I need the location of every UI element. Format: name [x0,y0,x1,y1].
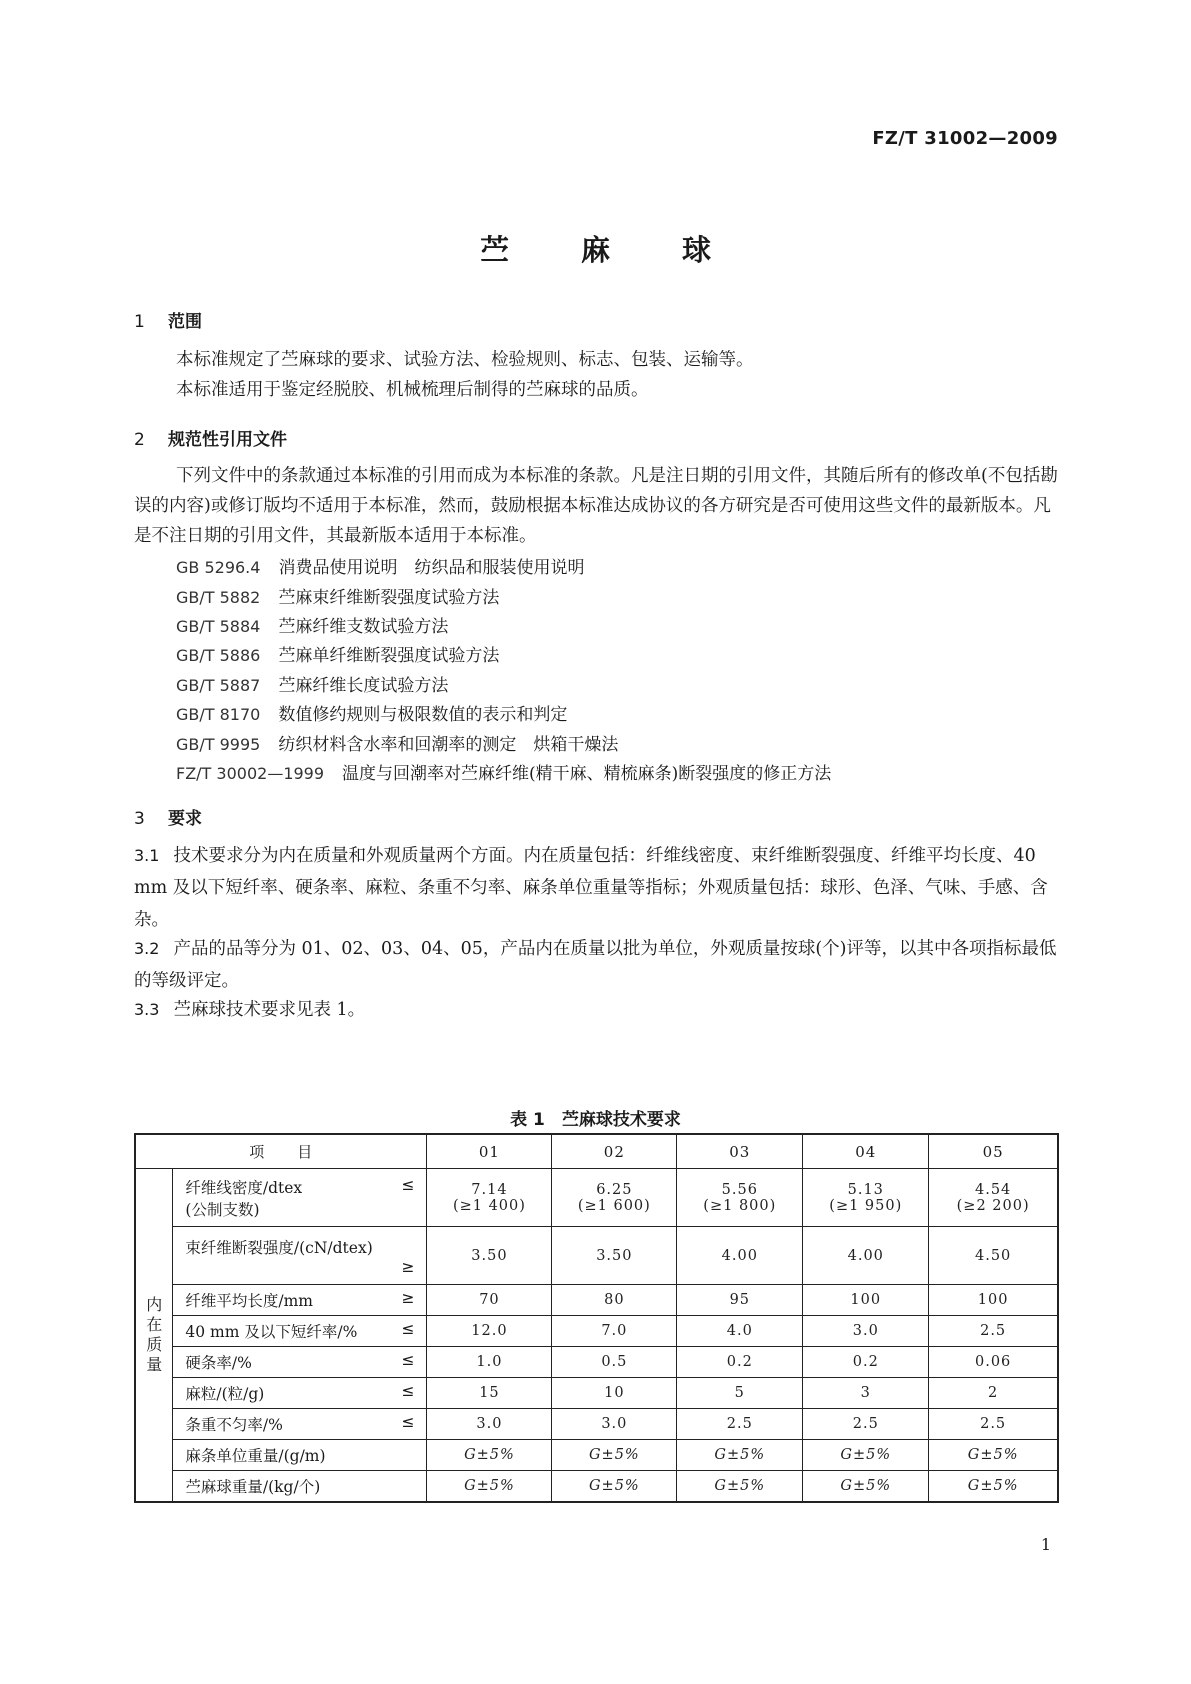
ref-item [176,759,831,784]
cell [803,1471,929,1502]
cell: 3.0 [427,1409,552,1440]
table-header-row [135,1134,1058,1169]
section-number: 3 [134,809,145,829]
cell: 2.5 [677,1409,803,1440]
cell: 10 [552,1378,677,1409]
row-label-text: 纤维线密度/dtex [185,1178,303,1197]
section-heading-scope [134,307,202,332]
section-heading-norm-refs [134,425,287,450]
table-row [135,1471,1058,1502]
op-symbol: ≤ [401,1320,415,1338]
cell: 95 [677,1285,803,1316]
row-label [173,1285,427,1316]
cell: 2.5 [929,1409,1058,1440]
cell-value: 5.13 [847,1181,884,1198]
table-row [135,1285,1058,1316]
cell: 0.2 [803,1347,929,1378]
ref-title: 苎麻纤维长度试验方法 [278,676,449,696]
scope-line-1: 本标准规定了苎麻球的要求、试验方法、检验规则、标志、包装、运输等。 [176,350,754,370]
section-number: 2 [134,430,145,450]
cell [552,1440,677,1471]
op-symbol: ≥ [401,1289,415,1307]
cell: 7.0 [552,1316,677,1347]
ref-code: GB/T 9995 [176,735,261,754]
cell: 3.50 [427,1227,552,1285]
scope-line-2: 本标准适用于鉴定经脱胶、机械梳理后制得的苎麻球的品质。 [176,380,649,400]
cell: 1.0 [427,1347,552,1378]
title-char: 苎 [479,233,509,267]
table-row [135,1169,1058,1227]
ref-title: 数值修约规则与极限数值的表示和判定 [278,705,568,725]
table-row [135,1316,1058,1347]
section-title: 要求 [168,809,202,829]
cell: 3.0 [552,1409,677,1440]
row-label [173,1316,427,1347]
section-number: 1 [134,312,145,332]
cell-value: 4.54 [974,1181,1012,1198]
cell-value: G±5% [967,1477,1019,1494]
cell [427,1440,552,1471]
cell: 0.2 [677,1347,803,1378]
op-symbol: ≤ [401,1351,415,1369]
title-char: 麻 [580,233,610,267]
cell-value: G±5% [588,1447,640,1463]
ref-title: 纺织材料含水率和回潮率的测定 烘箱干燥法 [278,735,619,755]
row-label-text: 40 mm 及以下短纤率/% [185,1323,358,1341]
cell: 3.0 [803,1316,929,1347]
table-row [135,1227,1058,1285]
cell: 4.00 [677,1227,803,1285]
ref-item [176,671,448,696]
cell-value: 6.25 [596,1181,633,1198]
ref-title: 苎麻纤维支数试验方法 [278,617,449,637]
ref-code: GB/T 5882 [176,588,261,607]
cell: 3.50 [552,1227,677,1285]
ref-item [176,553,584,578]
cell: 4.0 [677,1316,803,1347]
row-label-sub: (公制支数) [185,1200,260,1219]
cell [427,1471,552,1502]
cell: 12.0 [427,1316,552,1347]
cell [929,1471,1058,1502]
cell [929,1169,1058,1227]
table-row [135,1347,1058,1378]
ref-item [176,583,499,608]
cell: 4.50 [929,1227,1058,1285]
ref-code: FZ/T 30002—1999 [176,764,325,783]
norm-refs-intro: 下列文件中的条款通过本标准的引用而成为本标准的条款。凡是注日期的引用文件，其随后所有的修改单(不包括勘误的内容)或修订版均不适用于本标准，然而，鼓励根据本标准达成协议的各方研究是否可使用这些文件的最新版本。凡是不注日期的引用文件，其最新版本适用于本标准。 [134,466,1058,546]
cell-value: G±5% [840,1477,892,1494]
ref-code: GB 5296.4 [176,558,261,577]
cell [929,1440,1058,1471]
header-grade: 04 [803,1134,929,1169]
cell-value-sub: (≥1 800) [703,1197,777,1214]
header-grade: 05 [929,1134,1058,1169]
row-label-text: 麻条单位重量/(g/m) [185,1447,326,1465]
cell [677,1169,803,1227]
row-label-text: 纤维平均长度/mm [185,1292,314,1310]
header-item: 项 目 [135,1134,427,1169]
op-symbol: ≤ [401,1175,415,1194]
cell-value-sub: (≥1 600) [577,1197,651,1214]
header-grade: 01 [427,1134,552,1169]
clause-number: 3.2 [134,939,160,958]
header-grade: 03 [677,1134,803,1169]
row-label-text: 条重不匀率/% [185,1416,283,1434]
ref-title: 消费品使用说明 纺织品和服装使用说明 [278,558,585,578]
cell: 5 [677,1378,803,1409]
clause-text: 苎麻球技术要求见表 1。 [173,1000,366,1020]
cell [552,1169,677,1227]
row-label [173,1409,427,1440]
cell-value: G±5% [840,1447,892,1463]
cell [803,1440,929,1471]
header-grade: 02 [552,1134,677,1169]
ref-code: GB/T 8170 [176,705,261,724]
op-symbol: ≤ [401,1413,415,1431]
clause-text: 技术要求分为内在质量和外观质量两个方面。内在质量包括：纤维线密度、束纤维断裂强度、纤维平均长度、40 mm 及以下短纤率、硬条率、麻粒、条重不匀率、麻条单位重量等指标；外观质量包括：球形、色泽、气味、手感、含杂。 [134,846,1048,930]
standard-number: FZ/T 31002—2009 [872,128,1058,149]
cell: 3 [803,1378,929,1409]
title-char: 球 [682,233,712,267]
cell: 70 [427,1285,552,1316]
cell: 2.5 [803,1409,929,1440]
cell-value: G±5% [967,1447,1019,1463]
section-title: 规范性引用文件 [168,430,287,450]
table-row [135,1409,1058,1440]
clause-3-3 [134,994,1059,1026]
cell-value: G±5% [714,1447,766,1463]
cell: 0.06 [929,1347,1058,1378]
ref-code: GB/T 5886 [176,646,261,665]
ref-code: GB/T 5887 [176,676,261,695]
cell: 80 [552,1285,677,1316]
row-label-text: 苎麻球重量/(kg/个) [185,1477,321,1496]
ref-item [176,730,618,755]
cell-value: G±5% [588,1477,640,1494]
ref-title: 温度与回潮率对苎麻纤维(精干麻、精梳麻条)断裂强度的修正方法 [342,764,832,784]
cell [427,1169,552,1227]
ref-title: 苎麻束纤维断裂强度试验方法 [278,588,500,608]
cell-value: 7.14 [471,1181,508,1198]
clause-number: 3.1 [134,846,160,865]
row-label [173,1378,427,1409]
row-label-text: 麻粒/(粒/g) [185,1385,265,1403]
cell: 0.5 [552,1347,677,1378]
row-label [173,1471,427,1502]
row-label [173,1227,427,1285]
row-label-text: 束纤维断裂强度/(cN/dtex) [185,1238,373,1257]
ref-code: GB/T 5884 [176,617,261,636]
ref-item [176,700,567,725]
clause-text: 产品的品等分为 01、02、03、04、05，产品内在质量以批为单位，外观质量按球(个)评等，以其中各项指标最低的等级评定。 [134,939,1057,991]
table-caption: 表 1 苎麻球技术要求 [510,1110,681,1130]
cell [803,1169,929,1227]
row-label-text: 硬条率/% [185,1354,252,1372]
cell-value: G±5% [464,1477,515,1494]
clause-number: 3.3 [134,1000,160,1019]
cell-value-sub: (≥2 200) [956,1197,1030,1214]
section-title: 范围 [168,312,202,332]
cell: 4.00 [803,1227,929,1285]
cell: 2.5 [929,1316,1058,1347]
clause-3-1 [134,840,1059,936]
row-label [173,1440,427,1471]
cell: 2 [929,1378,1058,1409]
row-label [173,1169,427,1227]
table-row [135,1378,1058,1409]
cell: 100 [929,1285,1058,1316]
ref-title: 苎麻单纤维断裂强度试验方法 [278,646,500,666]
requirements-table [134,1133,1059,1503]
op-symbol: ≥ [401,1257,415,1276]
cell-value-sub: (≥1 950) [829,1197,903,1214]
ref-item [176,612,448,637]
page-number: 1 [1040,1535,1051,1554]
page-title [0,228,1191,269]
cell [552,1471,677,1502]
cell-value: 5.56 [721,1181,758,1198]
cell: 15 [427,1378,552,1409]
ref-item [176,641,499,666]
cell: 100 [803,1285,929,1316]
cell [677,1471,803,1502]
cell-value-sub: (≥1 400) [452,1197,526,1214]
op-symbol: ≤ [401,1382,415,1400]
row-label [173,1347,427,1378]
clause-3-2 [134,933,1059,997]
cell-value: G±5% [464,1447,515,1463]
group-label: 内 在 质 量 [135,1169,173,1502]
cell-value: G±5% [714,1477,766,1494]
table-row [135,1440,1058,1471]
section-heading-requirements [134,804,202,829]
cell [677,1440,803,1471]
